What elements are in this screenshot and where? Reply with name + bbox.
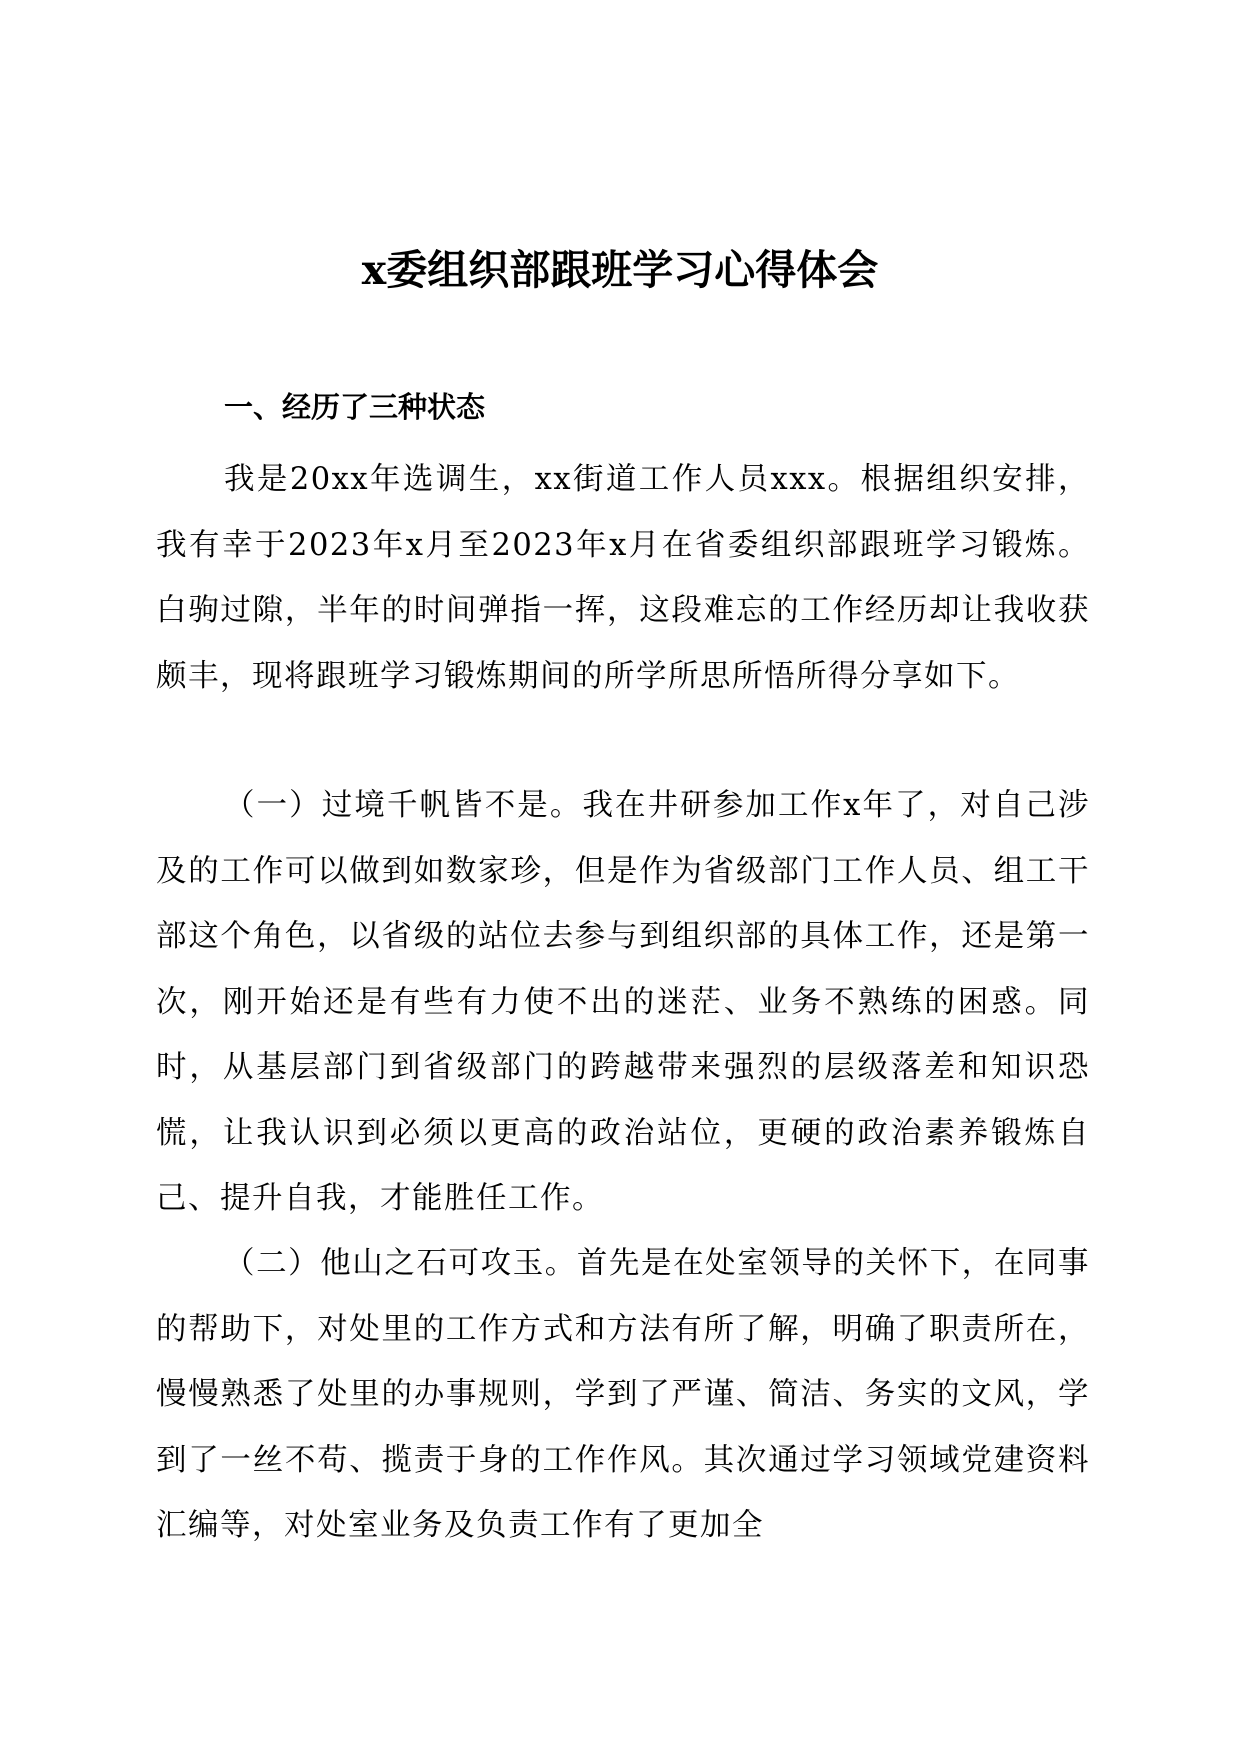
paragraph-2: （一）过境千帆皆不是。我在井研参加工作x年了，对自己涉及的工作可以做到如数家珍，但是作为省级部门工作人员、组工干部这个角色，以省级的站位去参与到组织部的具体工作，还是第一次，刚开始还是有些有力使不出的迷茫、业务不熟练的困惑。同时，从基层部门到省级部门的跨越带来强烈的层级落差和知识恐慌，让我认识到必须以更高的政治站位，更硬的政治素养锻炼自己、提升自我，才能胜任工作。 [156, 788, 1090, 1216]
paragraph-1: 我是20xx年选调生，xx街道工作人员xxx。根据组织安排，我有幸于2023年x月至2023年x月在省委组织部跟班学习锻炼。白驹过隙，半年的时间弹指一挥，这段难忘的工作经历却让我收获颇丰，现将跟班学习锻炼期间的所学所思所悟所得分享如下。 [156, 462, 1090, 694]
document-title: x委组织部跟班学习心得体会 [361, 246, 879, 294]
paragraph-3: （二）他山之石可攻玉。首先是在处室领导的关怀下，在同事的帮助下，对处里的工作方式和方法有所了解，明确了职责所在，慢慢熟悉了处里的办事规则，学到了严谨、简洁、务实的文风，学到了一丝不苟、揽责于身的工作作风。其次通过学习领域党建资料汇编等，对处室业务及负责工作有了更加全 [156, 1246, 1090, 1543]
section-heading: 一、经历了三种状态 [224, 390, 486, 424]
